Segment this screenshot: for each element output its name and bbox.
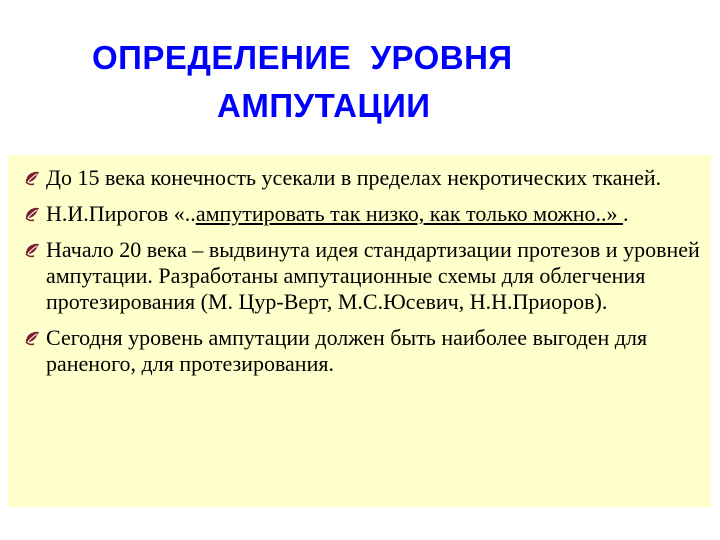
bullet-item-3 [24,237,704,315]
leaf-bullet-icon [24,169,42,187]
leaf-bullet-icon [24,329,42,347]
leaf-bullet-icon [24,241,42,259]
bullet-text-2-suffix: . [623,201,629,226]
bullet-item-1 [24,165,704,191]
bullet-text-2-prefix: Н.И.Пирогов «.. [46,201,196,226]
title-line-1: ОПРЕДЕЛЕНИЕ УРОВНЯ [92,39,513,76]
content-box [8,155,711,507]
bullet-text-3: Начало 20 века – выдвинута идея стандартизации протезов и уровней ампутации. Разработаны ампутационные схемы для облегчения протезирования (М. Цур-Верт, М.С.Юсевич, Н.Н.Приоров). [46,237,700,314]
bullet-item-2 [24,201,704,227]
title-line-2: АМПУТАЦИИ [217,87,431,124]
bullet-text-4: Сегодня уровень ампутации должен быть наиболее выгоден для раненого, для протезирования. [46,325,648,376]
bullet-text-2-quote: ампутировать так низко, как только можно..» [195,201,624,226]
leaf-bullet-icon [24,205,42,223]
bullet-item-4 [24,325,704,377]
bullet-list [24,165,704,387]
bullet-text-1: До 15 века конечность усекали в пределах некротических тканей. [46,165,662,190]
